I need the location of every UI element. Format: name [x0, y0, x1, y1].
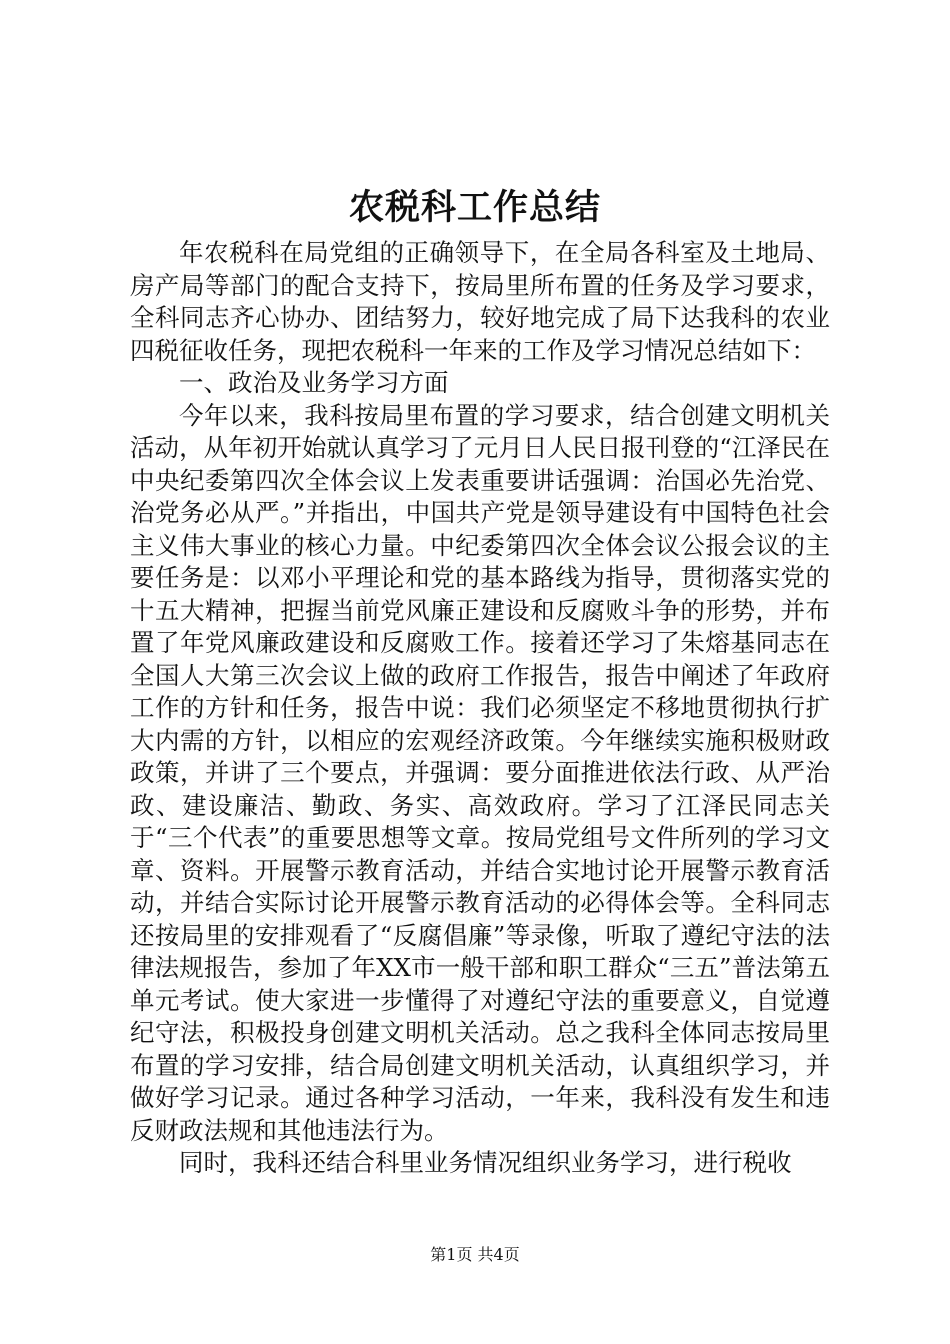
- page-number: 第1页: [430, 1245, 473, 1264]
- page-footer: [0, 1245, 950, 1265]
- paragraph-study-details: 今年以来，我科按局里布置的学习要求，结合创建文明机关活动，从年初开始就认真学习了元月日人民日报刊登的“江泽民在中央纪委第四次全体会议上发表重要讲话强调：治国必先治党、治党务必从严。”并指出，中国共产党是领导建设有中国特色社会主义伟大事业的核心力量。中纪委第四次全体会议公报会议的主要任务是：以邓小平理论和党的基本路线为指导，贯彻落实党的十五大精神，把握当前党风廉正建设和反腐败斗争的形势，并布置了年党风廉政建设和反腐败工作。接着还学习了朱熔基同志在全国人大第三次会议上做的政府工作报告，报告中阐述了年政府工作的方针和任务，报告中说：我们必须坚定不移地贯彻执行扩大内需的方针，以相应的宏观经济政策。今年继续实施积极财政政策，并讲了三个要点，并强调：要分面推进依法行政、从严治政、建设廉洁、勤政、务实、高效政府。学习了江泽民同志关于“三个代表”的重要思想等文章。按局党组号文件所列的学习文章、资料。开展警示教育活动，并结合实地讨论开展警示教育活动，并结合实际讨论开展警示教育活动的必得体会等。全科同志还按局里的安排观看了“反腐倡廉”等录像，听取了遵纪守法的法律法规报告，参加了年XX市一般干部和职工群众“三五”普法第五单元考试。使大家进一步懂得了对遵纪守法的重要意义，自觉遵纪守法，积极投身创建文明机关活动。总之我科全体同志按局里布置的学习安排，结合局创建文明机关活动，认真组织学习，并做好学习记录。通过各种学习活动，一年来，我科没有发生和违反财政法规和其他违法行为。: [130, 400, 830, 1145]
- document-title: 农税科工作总结: [348, 187, 601, 228]
- page-total: 共4页: [477, 1245, 520, 1264]
- section-heading-political-study: 一、政治及业务学习方面: [179, 368, 449, 397]
- document-body: [130, 237, 830, 1180]
- paragraph-business-study: 同时，我科还结合科里业务情况组织业务学习，进行税收: [179, 1148, 792, 1177]
- paragraph-intro: 年农税科在局党组的正确领导下，在全局各科室及土地局、房产局等部门的配合支持下，按局里所布置的任务及学习要求，全科同志齐心协办、团结努力，较好地完成了局下达我科的农业四税征收任务，现把农税科一年来的工作及学习情况总结如下：: [130, 238, 830, 365]
